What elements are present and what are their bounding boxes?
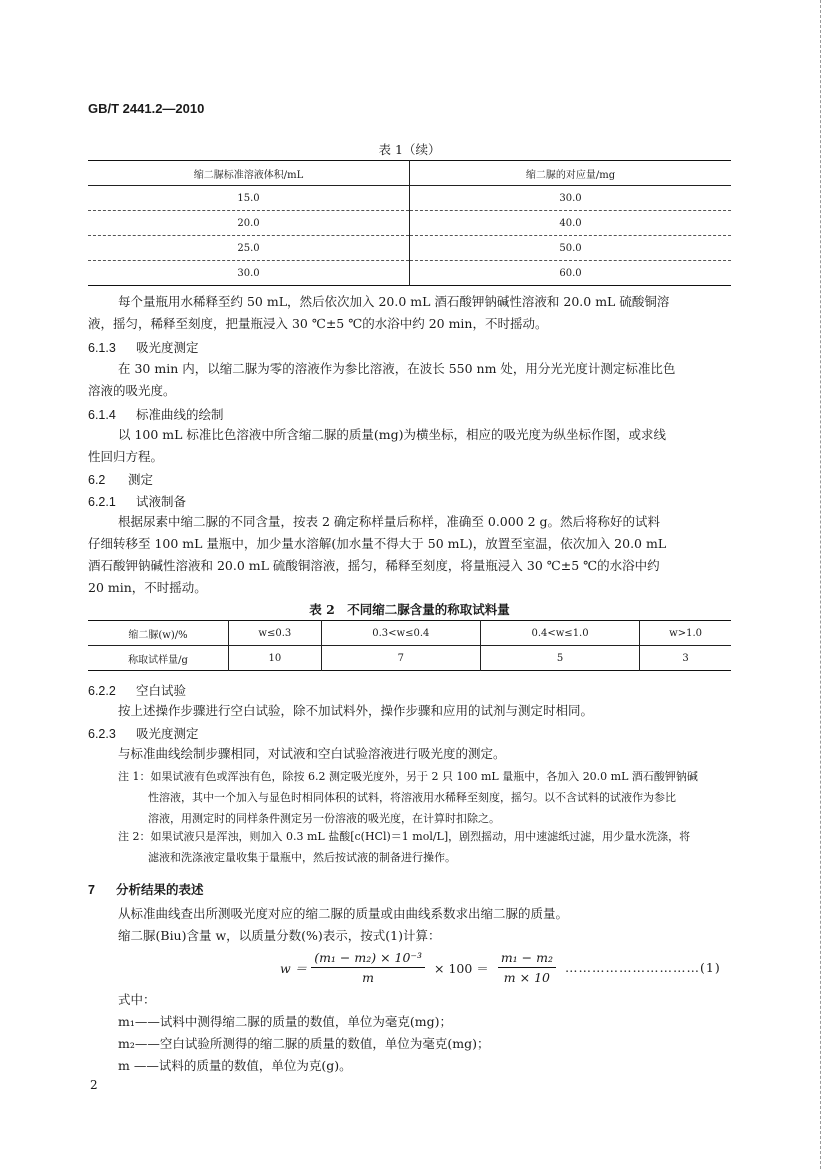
- formula-lhs: w ＝: [280, 960, 308, 976]
- section-title: 测定: [128, 473, 154, 487]
- table-cell: 0.4<w≤1.0: [480, 621, 639, 646]
- formula-1: [280, 950, 560, 985]
- table-cell: 30.0: [559, 192, 582, 204]
- section-6-1-4-line2: 性回归方程。: [88, 449, 164, 464]
- table-cell: w>1.0: [640, 621, 731, 646]
- page-number: 2: [90, 1078, 98, 1092]
- note-2-line1: 注 2：如果试液只是浑浊，则加入 0.3 mL 盐酸[c(HCl)＝1 mol/L]，剧烈摇动，用中速滤纸过滤，用少量水洗涤，将: [118, 830, 691, 843]
- section-number: 6.2.1: [88, 495, 116, 509]
- section-title: 试液制备: [136, 495, 187, 509]
- section-number: 6.1.3: [88, 341, 116, 355]
- formula-fraction-2: [498, 950, 556, 985]
- table-row: [88, 211, 731, 236]
- section-title: 吸光度测定: [136, 341, 199, 355]
- table-row: [88, 236, 731, 261]
- section-6-2-1-heading: [88, 492, 186, 510]
- paragraph-dilute-line1: 每个量瓶用水稀释至约 50 mL，然后依次加入 20.0 mL 酒石酸钾钠碱性溶液和 20.0 mL 硫酸铜溶: [118, 294, 670, 309]
- table1-header-volume: 缩二脲标准溶液体积/mL: [88, 161, 410, 186]
- section-6-2-1-line3: 酒石酸钾钠碱性溶液和 20.0 mL 硫酸铜溶液，摇匀，稀释至刻度，将量瓶浸入 30 ℃±5 ℃的水浴中约: [88, 558, 660, 573]
- section-6-2-3-heading: [88, 724, 199, 742]
- table-cell: 称取试样量/g: [88, 646, 229, 671]
- note-2-line2: 滤液和洗涤液定量收集于量瓶中，然后按试液的制备进行操作。: [148, 851, 456, 864]
- fraction-numerator: m₁ − m₂: [498, 950, 556, 968]
- table-cell: 40.0: [410, 211, 732, 236]
- table-cell: 3: [682, 652, 689, 664]
- section-title: 吸光度测定: [136, 727, 199, 741]
- fraction-denominator: m × 10: [503, 970, 550, 985]
- where-m: m ——试料的质量的数值，单位为克(g)。: [118, 1058, 352, 1073]
- note-1-line3: 溶液，用测定时的同样条件测定另一份溶液的吸光度，在计算时扣除之。: [148, 812, 500, 825]
- table-cell: 10: [229, 646, 322, 671]
- table-cell: 50.0: [410, 236, 732, 261]
- table1-caption: 表 1（续）: [378, 142, 441, 157]
- section-6-2-1-line1: 根据尿素中缩二脲的不同含量，按表 2 确定称样量后称样，准确至 0.000 2 g。然后将称好的试料: [118, 514, 661, 529]
- section-6-2-1-line2: 仔细转移至 100 mL 量瓶中，加少量水溶解(加水量不得大于 50 mL)，放置至室温，依次加入 20.0 mL: [88, 536, 667, 551]
- section-6-2-2-line1: 按上述操作步骤进行空白试验，除不加试料外，操作步骤和应用的试剂与测定时相同。: [118, 703, 594, 718]
- where-intro: 式中：: [118, 992, 156, 1007]
- section-title: 标准曲线的绘制: [136, 408, 224, 422]
- section-6-2-1-line4: 20 min，不时摇动。: [88, 580, 207, 595]
- section-number: 7: [88, 883, 95, 897]
- table-cell: 0.3<w≤0.4: [321, 621, 480, 646]
- table-1: [88, 160, 731, 286]
- section-6-2-2-heading: [88, 681, 186, 699]
- table-cell: 60.0: [410, 261, 732, 286]
- section-7-heading: [88, 880, 204, 898]
- section-6-1-3-line2: 溶液的吸光度。: [88, 383, 176, 398]
- section-title: 分析结果的表述: [116, 883, 204, 897]
- table-row: [88, 186, 731, 211]
- table-row: [88, 646, 731, 671]
- table1-header-amount: 缩二脲的对应量/mg: [410, 161, 732, 186]
- where-m2: m₂——空白试验所测得的缩二脲的质量的数值，单位为毫克(mg)；: [118, 1036, 490, 1051]
- table-row: [88, 261, 731, 286]
- fraction-numerator: (m₁ − m₂) × 10⁻³: [311, 950, 425, 968]
- page-edge-dashes: [820, 0, 821, 1169]
- section-6-1-3-line1: 在 30 min 内，以缩二脲为零的溶液作为参比溶液，在波长 550 nm 处，用分光光度计测定标准比色: [118, 361, 676, 376]
- table-cell: 5: [480, 646, 639, 671]
- section-6-1-3-heading: [88, 338, 199, 356]
- note-1-line2: 性溶液，其中一个加入与显色时相同体积的试料，将溶液用水稀释至刻度，摇匀。以不含试料的试液作为参比: [148, 791, 676, 804]
- section-6-1-4-line1: 以 100 mL 标准比色溶液中所含缩二脲的质量(mg)为横坐标，相应的吸光度为纵坐标作图，或求线: [118, 427, 667, 442]
- document-code: GB/T 2441.2—2010: [88, 101, 205, 116]
- where-m1: m₁——试料中测得缩二脲的质量的数值，单位为毫克(mg)；: [118, 1014, 452, 1029]
- section-number: 6.2: [88, 473, 106, 487]
- section-7-line2: 缩二脲(Biu)含量 w，以质量分数(%)表示，按式(1)计算：: [118, 928, 441, 943]
- section-number: 6.1.4: [88, 408, 116, 422]
- section-6-2-3-line1: 与标准曲线绘制步骤相同，对试液和空白试验溶液进行吸光度的测定。: [118, 746, 506, 761]
- table-cell: 15.0: [88, 186, 410, 211]
- section-number: 6.2.3: [88, 727, 116, 741]
- table-cell: 20.0: [88, 211, 410, 236]
- table-cell: 缩二脲(w)/%: [88, 621, 229, 646]
- table-cell: w≤0.3: [229, 621, 322, 646]
- table-cell: 7: [321, 646, 480, 671]
- table2-caption: 表 2 不同缩二脲含量的称取试料量: [309, 602, 510, 617]
- section-title: 空白试验: [136, 684, 187, 698]
- paragraph-dilute-line2: 液，摇匀，稀释至刻度，把量瓶浸入 30 ℃±5 ℃的水浴中约 20 min，不时摇动。: [88, 316, 548, 331]
- fraction-denominator: m: [362, 970, 375, 985]
- section-6-2-heading: [88, 470, 153, 488]
- section-7-line1: 从标准曲线查出所测吸光度对应的缩二脲的质量或由曲线系数求出缩二脲的质量。: [118, 906, 569, 921]
- table-cell: 30.0: [88, 261, 410, 286]
- formula-fraction-1: [311, 950, 425, 985]
- table-row: [88, 621, 731, 646]
- formula-middle: × 100 ＝: [434, 960, 489, 976]
- note-1-line1: 注 1：如果试液有色或浑浊有色，除按 6.2 测定吸光度外，另于 2 只 100 mL 量瓶中，各加入 20.0 mL 酒石酸钾钠碱: [118, 770, 698, 783]
- equation-number: …………………………(1): [565, 960, 721, 975]
- table-cell: 25.0: [88, 236, 410, 261]
- table-2: [88, 620, 731, 671]
- section-6-1-4-heading: [88, 405, 224, 423]
- section-number: 6.2.2: [88, 684, 116, 698]
